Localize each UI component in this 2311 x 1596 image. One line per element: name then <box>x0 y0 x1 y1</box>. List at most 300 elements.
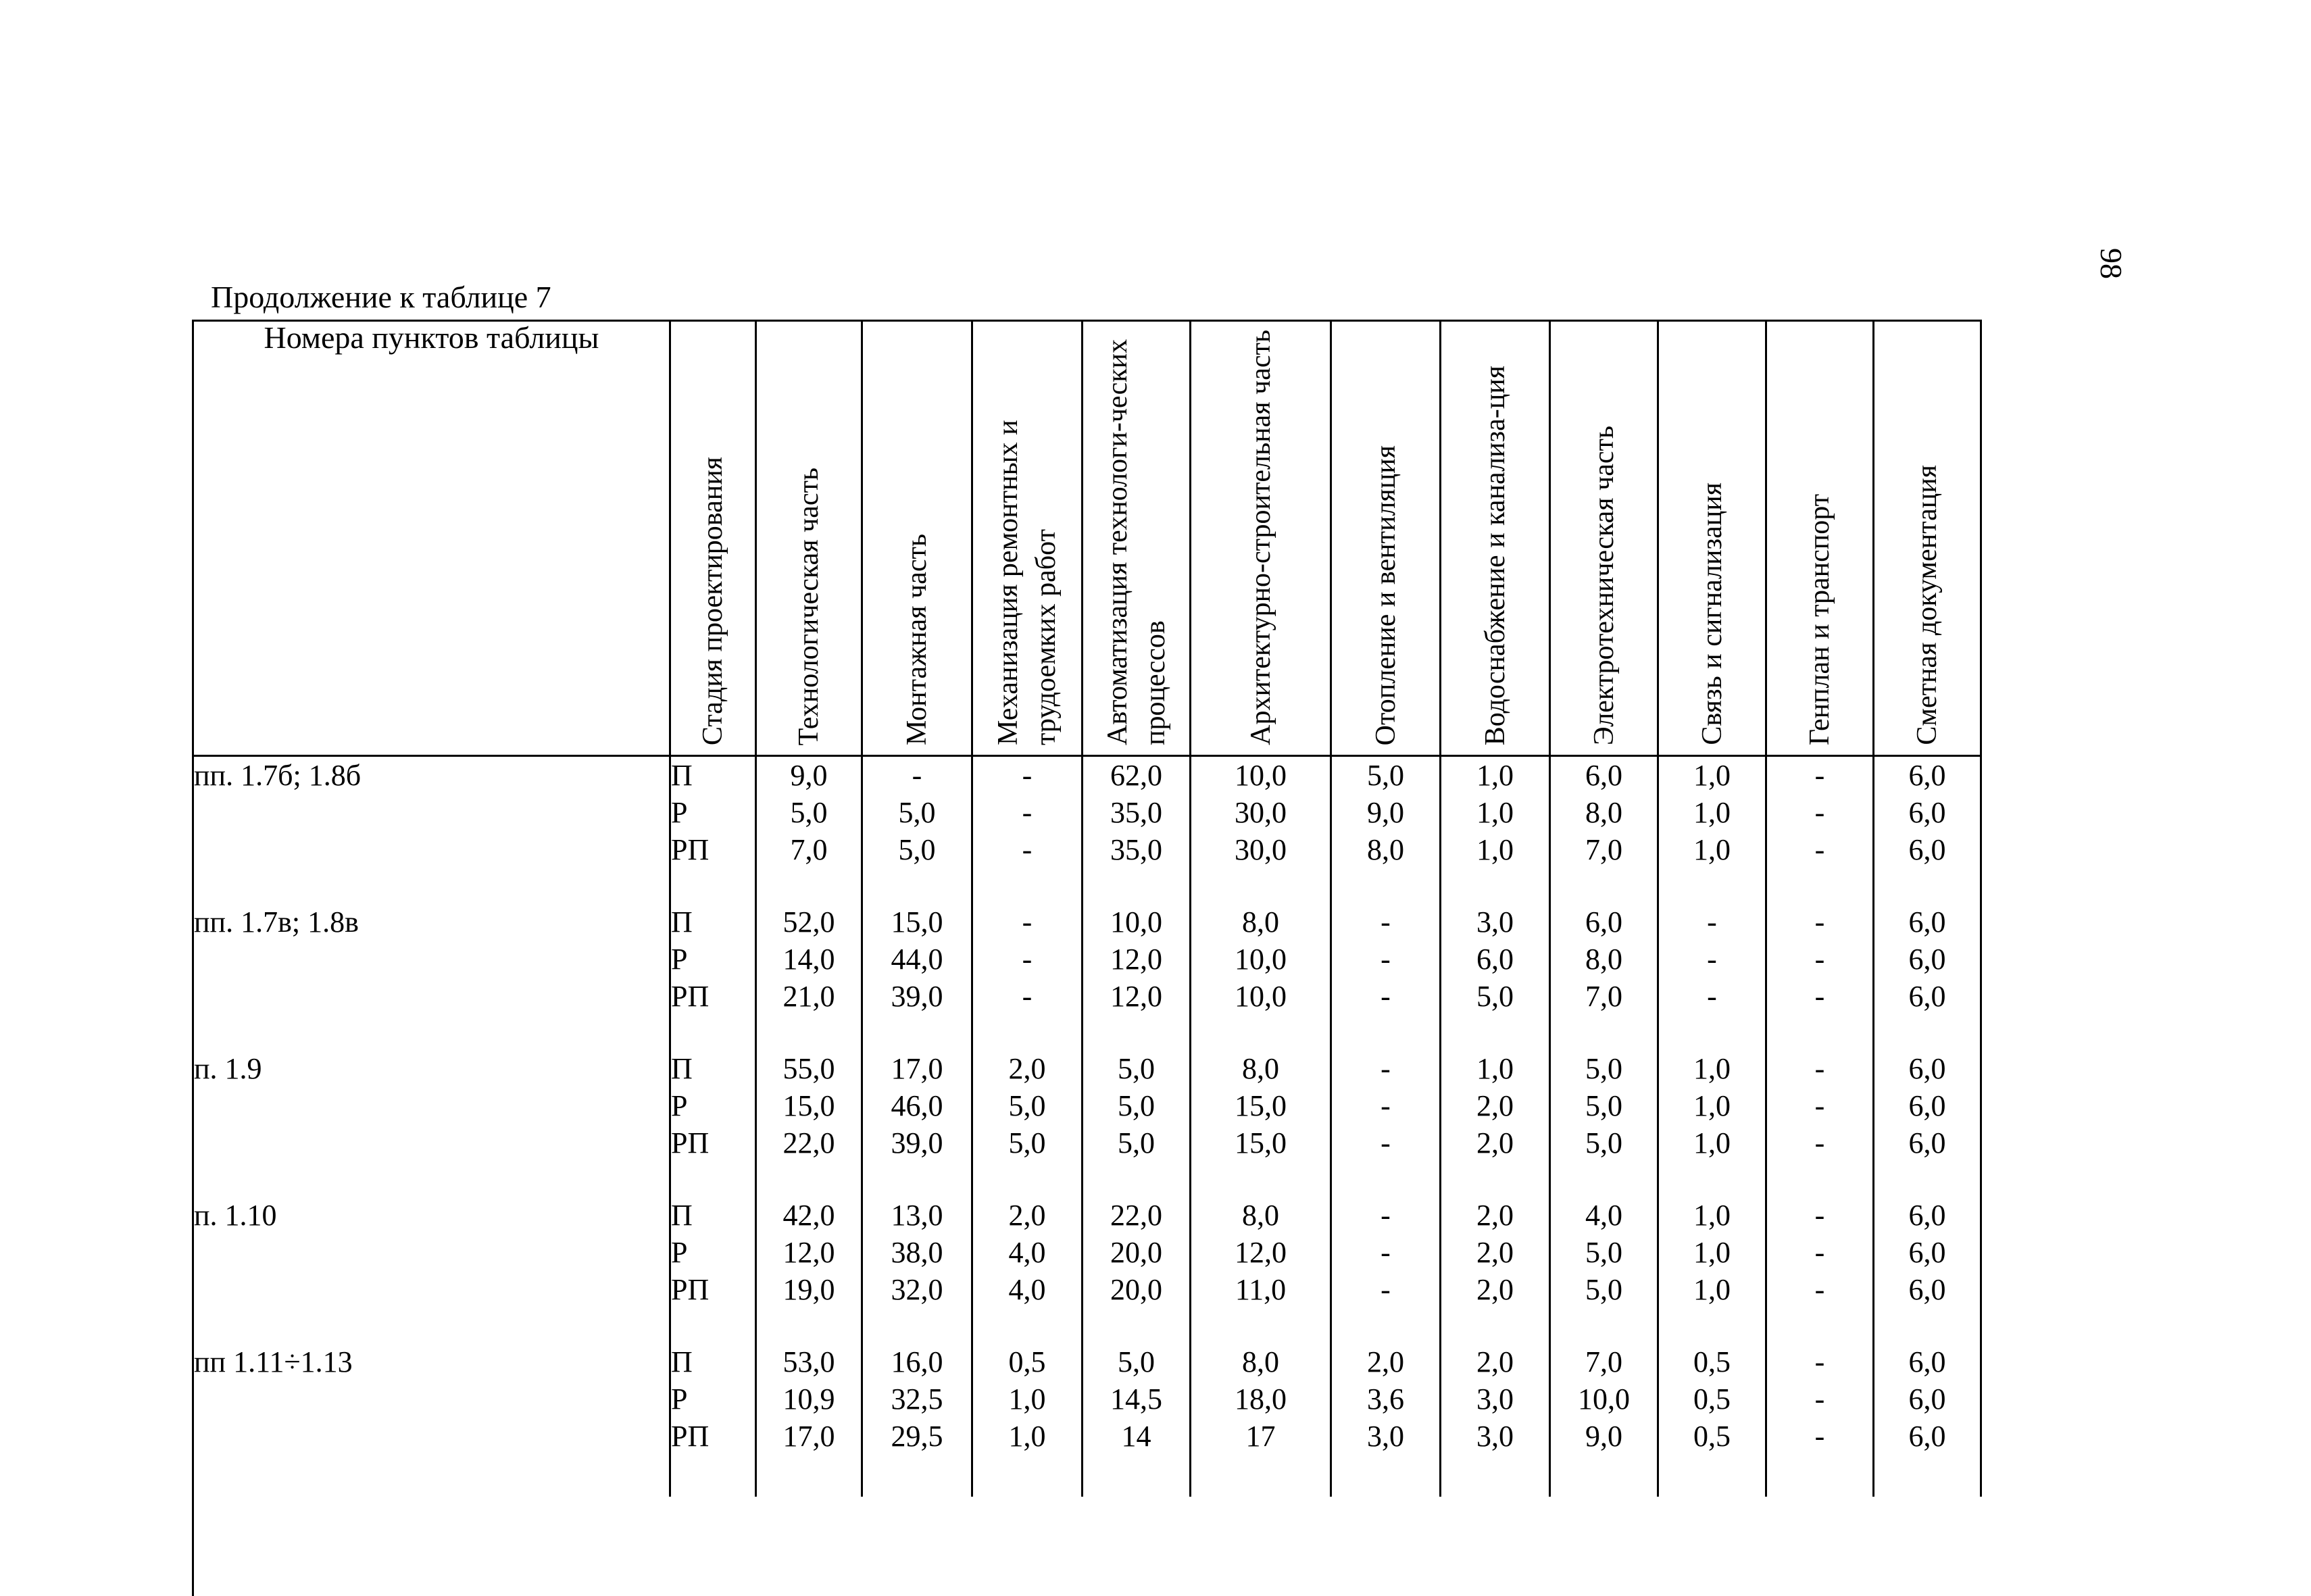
stage-value: П <box>671 1199 693 1232</box>
value-column-cell <box>1874 1050 1981 1197</box>
cell-value: 0,5 <box>1693 1382 1731 1416</box>
value-column-cell <box>1083 1050 1191 1197</box>
group-spacer <box>863 1015 971 1050</box>
stage-value: РП <box>671 980 710 1013</box>
cell-value: - <box>1022 833 1033 866</box>
cell-value: 12,0 <box>1110 980 1162 1013</box>
cell-value: - <box>1381 1052 1391 1085</box>
cell-value: 22,0 <box>782 1126 835 1159</box>
value-column-cell <box>1658 1050 1766 1197</box>
value-column-cell <box>1331 1343 1441 1455</box>
group-spacer <box>757 1162 861 1197</box>
cell-value: 9,0 <box>1367 796 1404 829</box>
cell-value: 8,0 <box>1585 796 1622 829</box>
group-spacer <box>1551 868 1657 903</box>
cell-value: - <box>1022 759 1033 792</box>
cell-value: 14 <box>1121 1420 1151 1453</box>
value-column-cell <box>1766 1343 1874 1455</box>
header-heating <box>1331 320 1441 756</box>
cell-value: 10,0 <box>1578 1382 1630 1416</box>
value-column-cell <box>1874 903 1981 1050</box>
cell-value: 32,0 <box>891 1273 943 1306</box>
group-spacer <box>1767 868 1872 903</box>
cell-value: 29,5 <box>891 1420 943 1453</box>
cell-value: 5,0 <box>1118 1345 1155 1378</box>
cell-value: 35,0 <box>1110 833 1162 866</box>
cell-value: - <box>1381 1236 1391 1269</box>
value-column-cell <box>756 756 862 904</box>
cell-value: 1,0 <box>1476 796 1514 829</box>
group-spacer <box>1874 1308 1980 1343</box>
cell-value: 39,0 <box>891 1126 943 1159</box>
value-column-cell <box>1766 1050 1874 1197</box>
cell-value: - <box>1814 1126 1825 1159</box>
table-row-group <box>193 756 1981 904</box>
cell-value: 2,0 <box>1476 1126 1514 1159</box>
value-column-cell <box>862 903 972 1050</box>
cell-value: 5,0 <box>1367 759 1404 792</box>
cell-value: - <box>1381 1199 1391 1232</box>
header-label: Водоснабжение и канализа-ция <box>1479 365 1511 745</box>
table-row-group <box>193 903 1981 1050</box>
cell-value: 5,0 <box>1476 980 1514 1013</box>
stage-value: П <box>671 1345 693 1378</box>
value-column-cell <box>972 903 1083 1050</box>
cell-value: 7,0 <box>790 833 828 866</box>
table-row-group <box>193 1343 1981 1455</box>
value-column-cell <box>1874 1343 1981 1455</box>
cell-value: 20,0 <box>1110 1236 1162 1269</box>
cell-value: 14,0 <box>782 943 835 976</box>
cell-value: 4,0 <box>1585 1199 1622 1232</box>
cell-value: 8,0 <box>1585 943 1622 976</box>
stage-column-cell <box>670 903 756 1050</box>
header-estimates <box>1874 320 1981 756</box>
group-spacer <box>1767 1015 1872 1050</box>
cell-value: 2,0 <box>1008 1199 1046 1232</box>
header-label: Отопление и вентиляция <box>1370 445 1401 745</box>
value-column-cell <box>1874 756 1981 904</box>
group-spacer <box>1441 1015 1549 1050</box>
cell-value: 6,0 <box>1908 1126 1946 1159</box>
continuation-cell <box>1441 1455 1550 1497</box>
group-spacer <box>1191 1308 1330 1343</box>
cell-value: 6,0 <box>1908 1236 1946 1269</box>
cell-value: 2,0 <box>1476 1199 1514 1232</box>
cell-value: 12,0 <box>1110 943 1162 976</box>
cell-value: 2,0 <box>1008 1052 1046 1085</box>
table-continuation <box>193 1455 1981 1497</box>
cell-value: 8,0 <box>1242 1199 1279 1232</box>
cell-value: 39,0 <box>891 980 943 1013</box>
group-spacer <box>1332 1015 1439 1050</box>
stage-column-cell <box>670 1343 756 1455</box>
cell-value: 6,0 <box>1908 1345 1946 1378</box>
cell-value: 3,0 <box>1476 1420 1514 1453</box>
group-spacer <box>671 868 755 903</box>
cell-value: 15,0 <box>1235 1089 1287 1122</box>
row-label: пп 1.11÷1.13 <box>193 1343 670 1455</box>
value-column-cell <box>1331 903 1441 1050</box>
header-label: Архитектурно-строительная часть <box>1245 330 1276 745</box>
stage-column-cell <box>670 1050 756 1197</box>
cell-value: 2,0 <box>1476 1273 1514 1306</box>
value-column-cell <box>1441 756 1550 904</box>
cell-value: 1,0 <box>1476 759 1514 792</box>
cell-value: 35,0 <box>1110 796 1162 829</box>
header-mechanization <box>972 320 1083 756</box>
header-label: Генплан и транспорт <box>1804 493 1835 745</box>
cell-value: - <box>1381 1089 1391 1122</box>
value-column-cell <box>1441 1197 1550 1343</box>
cell-value: 4,0 <box>1008 1273 1046 1306</box>
value-column-cell <box>1191 1050 1331 1197</box>
cell-value: 62,0 <box>1110 759 1162 792</box>
group-spacer <box>1874 1015 1980 1050</box>
value-column-cell <box>972 1050 1083 1197</box>
cell-value: 5,0 <box>1118 1052 1155 1085</box>
cell-value: 7,0 <box>1585 980 1622 1013</box>
cell-value: 44,0 <box>891 943 943 976</box>
cell-value: 6,0 <box>1908 943 1946 976</box>
cell-value: 30,0 <box>1235 833 1287 866</box>
cell-value: 15,0 <box>891 905 943 939</box>
group-spacer <box>863 868 971 903</box>
cell-value: 7,0 <box>1585 833 1622 866</box>
value-column-cell <box>1550 1343 1658 1455</box>
cell-value: 8,0 <box>1242 1345 1279 1378</box>
group-spacer <box>1441 868 1549 903</box>
data-table <box>192 320 1980 1596</box>
header-water <box>1441 320 1550 756</box>
cell-value: 19,0 <box>782 1273 835 1306</box>
cell-value: 2,0 <box>1476 1089 1514 1122</box>
group-spacer <box>1083 1308 1189 1343</box>
value-column-cell <box>1331 1050 1441 1197</box>
stage-column-cell <box>670 756 756 904</box>
group-spacer <box>1659 1308 1765 1343</box>
cell-value: 6,0 <box>1476 943 1514 976</box>
continuation-cell <box>1874 1455 1981 1497</box>
cell-value: - <box>1814 980 1825 1013</box>
cell-value: 17,0 <box>891 1052 943 1085</box>
value-column-cell <box>862 1343 972 1455</box>
value-column-cell <box>1658 1197 1766 1343</box>
cell-value: 6,0 <box>1908 1273 1946 1306</box>
row-label: пп. 1.7б; 1.8б <box>193 756 670 904</box>
continuation-cell <box>1331 1455 1441 1497</box>
cell-value: 5,0 <box>898 833 936 866</box>
stage-value: Р <box>671 796 688 829</box>
cell-value: 1,0 <box>1693 1199 1731 1232</box>
group-spacer <box>1659 1162 1765 1197</box>
header-label: Технологическая часть <box>793 467 824 745</box>
value-column-cell <box>1658 903 1766 1050</box>
cell-value: 5,0 <box>1585 1052 1622 1085</box>
header-label: Монтажная часть <box>901 533 933 745</box>
group-spacer <box>1551 1308 1657 1343</box>
value-column-cell <box>1766 1197 1874 1343</box>
group-spacer <box>1332 1308 1439 1343</box>
cell-value: 22,0 <box>1110 1199 1162 1232</box>
stage-column-cell <box>670 1197 756 1343</box>
table-row-group <box>193 1050 1981 1197</box>
group-spacer <box>757 868 861 903</box>
continuation-cell <box>972 1455 1083 1497</box>
value-column-cell <box>1441 1343 1550 1455</box>
cell-value: 8,0 <box>1367 833 1404 866</box>
value-column-cell <box>1550 1050 1658 1197</box>
cell-value: 1,0 <box>1693 1126 1731 1159</box>
continuation-cell <box>1083 1455 1191 1497</box>
value-column-cell <box>1083 1197 1191 1343</box>
value-column-cell <box>862 1197 972 1343</box>
cell-value: 30,0 <box>1235 796 1287 829</box>
cell-value: - <box>1022 980 1033 1013</box>
cell-value: 5,0 <box>1118 1126 1155 1159</box>
cell-value: - <box>1814 796 1825 829</box>
continuation-cell <box>862 1455 972 1497</box>
cell-value: 42,0 <box>782 1199 835 1232</box>
group-spacer <box>1332 868 1439 903</box>
cell-value: 8,0 <box>1242 1052 1279 1085</box>
value-column-cell <box>1766 903 1874 1050</box>
cell-value: 6,0 <box>1908 1199 1946 1232</box>
cell-value: 1,0 <box>1008 1420 1046 1453</box>
header-communications <box>1658 320 1766 756</box>
row-label: пп. 1.7в; 1.8в <box>193 903 670 1050</box>
cell-value: 3,0 <box>1476 1382 1514 1416</box>
stage-value: Р <box>671 943 688 976</box>
group-spacer <box>1083 1162 1189 1197</box>
cell-value: 17,0 <box>782 1420 835 1453</box>
group-spacer <box>1767 1308 1872 1343</box>
stage-value: Р <box>671 1236 688 1269</box>
cell-value: 6,0 <box>1908 1052 1946 1085</box>
cell-value: - <box>1814 943 1825 976</box>
cell-value: - <box>1814 905 1825 939</box>
group-spacer <box>1191 1015 1330 1050</box>
header-label: Электротехническая часть <box>1588 426 1620 745</box>
cell-value: 11,0 <box>1235 1273 1287 1306</box>
header-architecture <box>1191 320 1331 756</box>
cell-value: 1,0 <box>1693 1273 1731 1306</box>
stage-value: РП <box>671 1273 710 1306</box>
cell-value: - <box>1022 943 1033 976</box>
group-spacer <box>1551 1015 1657 1050</box>
group-spacer <box>1441 1308 1549 1343</box>
cell-value: - <box>1707 980 1717 1013</box>
value-column-cell <box>1766 756 1874 904</box>
cell-value: 17 <box>1245 1420 1276 1453</box>
cell-value: 5,0 <box>1585 1273 1622 1306</box>
header-label: Механизация ремонтных и трудоемких работ <box>993 420 1062 745</box>
header-row <box>193 320 1981 756</box>
cell-value: 15,0 <box>1235 1126 1287 1159</box>
header-electrical <box>1550 320 1658 756</box>
cell-value: 18,0 <box>1235 1382 1287 1416</box>
stage-value: РП <box>671 1420 710 1453</box>
header-technological <box>756 320 862 756</box>
cell-value: 6,0 <box>1908 833 1946 866</box>
value-column-cell <box>1083 1343 1191 1455</box>
continuation-cell <box>1191 1455 1331 1497</box>
cell-value: 52,0 <box>782 905 835 939</box>
cell-value: 2,0 <box>1476 1236 1514 1269</box>
cell-value: 53,0 <box>782 1345 835 1378</box>
cell-value: 3,6 <box>1367 1382 1404 1416</box>
cell-value: 21,0 <box>782 980 835 1013</box>
value-column-cell <box>862 1050 972 1197</box>
header-label: Связь и сигнализация <box>1696 482 1728 745</box>
group-spacer <box>1659 1015 1765 1050</box>
cell-value: - <box>1381 1273 1391 1306</box>
value-column-cell <box>862 756 972 904</box>
header-label: Стадия проектирования <box>697 456 728 745</box>
cell-value: - <box>1707 905 1717 939</box>
value-column-cell <box>1083 756 1191 904</box>
value-column-cell <box>1191 756 1331 904</box>
cell-value: 5,0 <box>1585 1089 1622 1122</box>
header-label: Сметная документация <box>1912 465 1943 745</box>
cell-value: 10,0 <box>1235 943 1287 976</box>
cell-value: 2,0 <box>1367 1345 1404 1378</box>
header-automation <box>1083 320 1191 756</box>
header-installation <box>862 320 972 756</box>
value-column-cell <box>1331 756 1441 904</box>
value-column-cell <box>1441 903 1550 1050</box>
value-column-cell <box>1191 1197 1331 1343</box>
stage-value: П <box>671 905 693 939</box>
value-column-cell <box>756 1343 862 1455</box>
cell-value: - <box>1814 1345 1825 1378</box>
cell-value: - <box>1814 1199 1825 1232</box>
group-spacer <box>1551 1162 1657 1197</box>
cell-value: - <box>1381 943 1391 976</box>
cell-value: 5,0 <box>1118 1089 1155 1122</box>
group-spacer <box>1332 1162 1439 1197</box>
cell-value: - <box>1814 1420 1825 1453</box>
cell-value: - <box>1814 759 1825 792</box>
cell-value: 10,0 <box>1235 759 1287 792</box>
cell-value: - <box>1381 1126 1391 1159</box>
group-spacer <box>1191 1162 1330 1197</box>
group-spacer <box>1767 1162 1872 1197</box>
value-column-cell <box>756 1050 862 1197</box>
group-spacer <box>1441 1162 1549 1197</box>
cell-value: 5,0 <box>1585 1236 1622 1269</box>
cell-value: 13,0 <box>891 1199 943 1232</box>
cell-value: 8,0 <box>1242 905 1279 939</box>
cell-value: - <box>1022 905 1033 939</box>
cell-value: - <box>1022 796 1033 829</box>
value-column-cell <box>972 1197 1083 1343</box>
continuation-cell <box>1658 1455 1766 1497</box>
value-column-cell <box>1550 756 1658 904</box>
value-column-cell <box>972 756 1083 904</box>
cell-value: 9,0 <box>790 759 828 792</box>
cell-value: 6,0 <box>1908 796 1946 829</box>
cell-value: - <box>1381 905 1391 939</box>
group-spacer <box>1874 1162 1980 1197</box>
cell-value: 6,0 <box>1908 980 1946 1013</box>
cell-value: 6,0 <box>1908 1382 1946 1416</box>
group-spacer <box>973 1308 1081 1343</box>
cell-value: - <box>1707 943 1717 976</box>
group-spacer <box>671 1015 755 1050</box>
cell-value: - <box>1814 1236 1825 1269</box>
continuation-cell <box>1550 1455 1658 1497</box>
cell-value: - <box>1814 1273 1825 1306</box>
group-spacer <box>973 1015 1081 1050</box>
stage-value: П <box>671 1052 693 1085</box>
group-spacer <box>973 868 1081 903</box>
cell-value: 3,0 <box>1476 905 1514 939</box>
cell-value: 1,0 <box>1008 1382 1046 1416</box>
value-column-cell <box>1191 903 1331 1050</box>
cell-value: 14,5 <box>1110 1382 1162 1416</box>
header-label: Автоматизация технологи-ческих процессов <box>1101 339 1171 745</box>
cell-value: 32,5 <box>891 1382 943 1416</box>
group-spacer <box>1083 1015 1189 1050</box>
cell-value: 0,5 <box>1693 1420 1731 1453</box>
cell-value: - <box>1814 1089 1825 1122</box>
stage-value: РП <box>671 833 710 866</box>
cell-value: 46,0 <box>891 1089 943 1122</box>
cell-value: 6,0 <box>1908 1420 1946 1453</box>
cell-value: 10,0 <box>1110 905 1162 939</box>
group-spacer <box>1191 868 1330 903</box>
group-spacer <box>671 1162 755 1197</box>
value-column-cell <box>1658 1343 1766 1455</box>
cell-value: 2,0 <box>1476 1345 1514 1378</box>
cell-value: 6,0 <box>1908 759 1946 792</box>
cell-value: - <box>1814 833 1825 866</box>
stage-value: РП <box>671 1126 710 1159</box>
cell-value: 5,0 <box>898 796 936 829</box>
cell-value: 1,0 <box>1693 796 1731 829</box>
header-point-numbers: Номера пунктов таблицы <box>193 320 670 756</box>
cell-value: 1,0 <box>1693 1052 1731 1085</box>
cell-value: 10,0 <box>1235 980 1287 1013</box>
header-design-stage <box>670 320 756 756</box>
cell-value: 5,0 <box>1008 1089 1046 1122</box>
cell-value: 55,0 <box>782 1052 835 1085</box>
cell-value: 15,0 <box>782 1089 835 1122</box>
cell-value: 5,0 <box>1008 1126 1046 1159</box>
group-spacer <box>973 1162 1081 1197</box>
continuation-cell <box>193 1455 670 1497</box>
cell-value: 5,0 <box>1585 1126 1622 1159</box>
cell-value: 7,0 <box>1585 1345 1622 1378</box>
group-spacer <box>1659 868 1765 903</box>
value-column-cell <box>1191 1343 1331 1455</box>
value-column-cell <box>1331 1197 1441 1343</box>
table-row-group <box>193 1197 1981 1343</box>
cell-value: 6,0 <box>1908 905 1946 939</box>
stage-value: Р <box>671 1382 688 1416</box>
header-site-plan <box>1766 320 1874 756</box>
stage-value: Р <box>671 1089 688 1122</box>
row-label: п. 1.9 <box>193 1050 670 1197</box>
cell-value: 20,0 <box>1110 1273 1162 1306</box>
value-column-cell <box>1874 1197 1981 1343</box>
cell-value: 1,0 <box>1693 833 1731 866</box>
cell-value: 1,0 <box>1693 1089 1731 1122</box>
cell-value: 1,0 <box>1693 759 1731 792</box>
cell-value: 1,0 <box>1476 1052 1514 1085</box>
cell-value: 4,0 <box>1008 1236 1046 1269</box>
